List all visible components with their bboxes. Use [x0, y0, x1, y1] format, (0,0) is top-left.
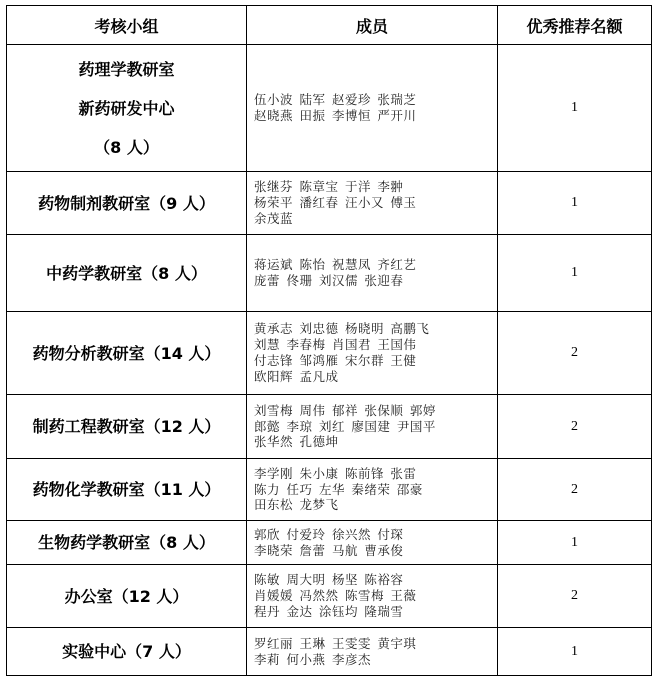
table-row: [7, 312, 652, 395]
members-line: 罗红丽 王琳 王雯雯 黄宇琪: [254, 635, 417, 651]
table-row: [7, 521, 652, 565]
members-line: 刘慧 李春梅 肖国君 王国伟: [254, 337, 417, 353]
quota-cell: 2: [498, 312, 652, 395]
group-cell: 制药工程教研室（12 人）: [7, 395, 247, 459]
members-line: 田东松 龙梦飞: [254, 497, 339, 513]
members-line: 李晓荣 詹蕾 马航 曹承俊: [254, 542, 404, 558]
members-line: 李莉 何小燕 李彦杰: [254, 651, 371, 667]
members-line: 余茂蓝: [254, 210, 294, 226]
members-line: 蒋运斌 陈怡 祝慧凤 齐红艺: [254, 257, 417, 273]
table-row: [7, 459, 652, 521]
members-cell: [247, 172, 498, 235]
table-row: [7, 45, 652, 172]
members-cell: [247, 565, 498, 628]
members-line: 陈敏 周大明 杨坚 陈裕容: [254, 572, 404, 588]
members-line: 付志锋 邹鸿雁 宋尔群 王健: [254, 353, 417, 368]
members-line: 刘雪梅 周伟 郁祥 张保顺 郭婷: [254, 402, 436, 418]
group-cell: 药物化学教研室（11 人）: [7, 459, 247, 521]
group-cell: 药物制剂教研室（9 人）: [7, 172, 247, 235]
members-line: 张华然 孔德坤: [254, 434, 339, 450]
group-size-line: （8 人）: [94, 137, 159, 157]
members-line: 陈力 任巧 左华 秦绪荣 邵豪: [254, 481, 423, 497]
table-row: [7, 565, 652, 628]
group-name-line: 新药研发中心: [78, 98, 175, 118]
quota-cell: 1: [498, 45, 652, 172]
members-cell: [247, 312, 498, 395]
members-line: 张继芬 陈章宝 于洋 李翀: [254, 179, 404, 195]
members-line: 伍小波 陆军 赵爱珍 张瑞芝: [254, 92, 417, 108]
group-cell: [7, 45, 247, 172]
table-row: [7, 235, 652, 312]
members-cell: [247, 395, 498, 459]
members-line: 欧阳辉 孟凡成: [254, 368, 339, 384]
quota-cell: 1: [498, 172, 652, 235]
table-row: [7, 628, 652, 676]
header-quota: 优秀推荐名额: [498, 6, 652, 45]
quota-cell: 1: [498, 628, 652, 676]
members-line: 黄承志 刘忠德 杨晓明 高鹏飞: [254, 321, 430, 337]
group-cell: 办公室（12 人）: [7, 565, 247, 628]
members-cell: [247, 521, 498, 565]
candidate-quota-table: [6, 5, 652, 676]
group-cell: 中药学教研室（8 人）: [7, 235, 247, 312]
quota-cell: 1: [498, 235, 652, 312]
members-cell: [247, 235, 498, 312]
header-members: 成员: [247, 6, 498, 45]
group-cell: 生物药学教研室（8 人）: [7, 521, 247, 565]
members-line: 李学刚 朱小康 陈前锋 张雷: [254, 465, 417, 481]
group-cell: 实验中心（7 人）: [7, 628, 247, 676]
members-line: 郭欣 付爱玲 徐兴然 付琛: [254, 526, 404, 542]
members-line: 郎懿 李琼 刘红 廖国建 尹国平: [254, 418, 436, 434]
header-group: 考核小组: [7, 6, 247, 45]
members-cell: [247, 628, 498, 676]
quota-cell: 1: [498, 521, 652, 565]
quota-cell: 2: [498, 395, 652, 459]
members-line: 杨荣平 潘红春 汪小又 傅玉: [254, 195, 417, 211]
group-name-line: 药理学教研室: [78, 59, 175, 79]
table-row: [7, 395, 652, 459]
members-cell: [247, 459, 498, 521]
members-line: 肖媛媛 冯然然 陈雪梅 王薇: [254, 588, 417, 604]
members-line: 庞蕾 佟珊 刘汉儒 张迎春: [254, 273, 404, 288]
members-cell: [247, 45, 498, 172]
table-row: [7, 172, 652, 235]
table-header-row: [7, 6, 652, 45]
quota-cell: 2: [498, 459, 652, 521]
members-line: 程丹 金达 涂钰均 隆瑞雪: [254, 603, 404, 619]
quota-cell: 2: [498, 565, 652, 628]
group-cell: 药物分析教研室（14 人）: [7, 312, 247, 395]
members-line: 赵晓燕 田振 李博恒 严开川: [254, 108, 417, 123]
